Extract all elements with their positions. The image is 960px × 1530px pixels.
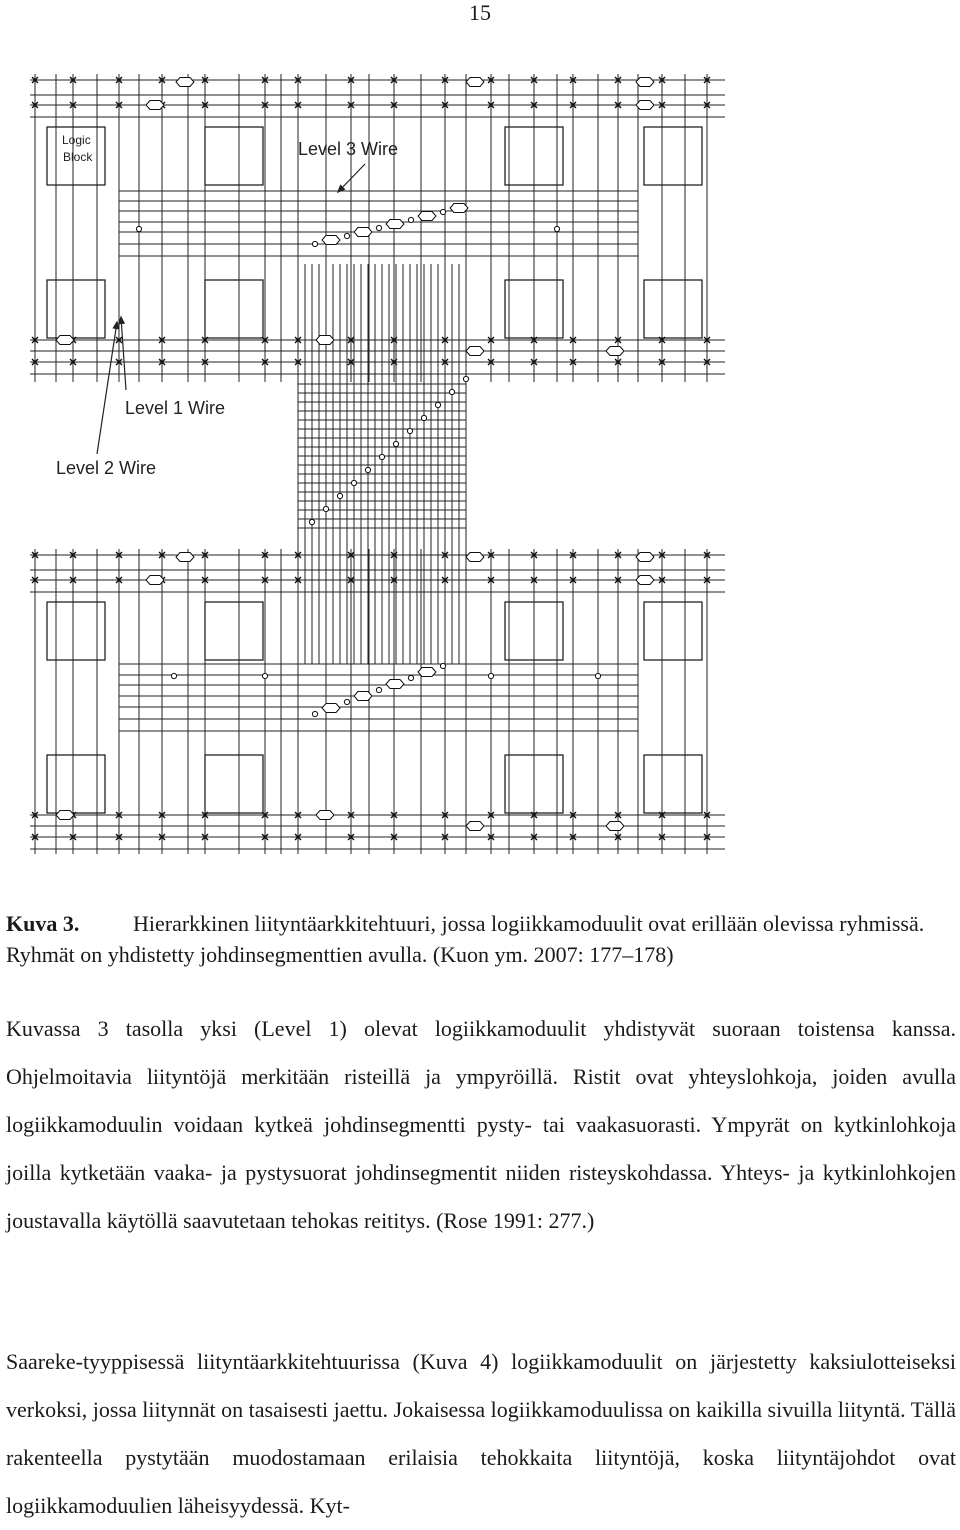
level3-wire-label: Level 3 Wire — [298, 139, 399, 159]
page-number: 15 — [469, 0, 491, 25]
logic-block-label-line1: Logic — [62, 133, 91, 147]
caption-text: Hierarkkinen liityntäarkkitehtuuri, jossa logiikkamoduulit ovat erillään olevissa ryhmissä. Ryhmät on yhdistetty johdinsegmenttien avulla. (Kuon ym. 2007: 177–178) — [6, 911, 925, 967]
paragraph-2: Saareke-tyyppisessä liityntäarkkitehtuurissa (Kuva 4) logiikkamoduulit on järjestetty kaksiulotteiseksi verkoksi, jossa liitynnät on tasaisesti jaettu. Jokaisessa logiikkamoduulissa on kaikilla sivuilla liityntä. Tällä rakenteella pystytään muodostamaan erilaisia tehokkaita liityntöjä, koska liityntäjohdot ovat logiikkamoduulien läheisyydessä. Kyt- — [6, 1349, 956, 1518]
caption-label: Kuva 3. — [6, 911, 80, 936]
logic-block-label-line2: Block — [63, 150, 93, 164]
level1-wire-label: Level 1 Wire — [125, 398, 226, 418]
paragraph-1: Kuvassa 3 tasolla yksi (Level 1) olevat logiikkamoduulit yhdistyvät suoraan toistensa kanssa. Ohjelmoitavia liityntöjä merkitään risteillä ja ympyröillä. Ristit ovat yhteyslohkoja, joiden avulla logiikkamoduulin voidaan kytkeä johdinsegmentti pysty- tai vaakasuorasti. Ympyrät on kytkinlohkoja joilla kytketään vaaka- ja pystysuorat johdinsegmentit niiden risteyskohdassa. Yhteys- ja kytkinlohkojen joustavalla käytöllä saavutetaan tehokas reititys. (Rose 1991: 277.) — [6, 1016, 956, 1233]
interconnect-figure — [25, 64, 730, 854]
figure-caption — [6, 908, 954, 970]
level2-wire-label: Level 2 Wire — [56, 458, 157, 478]
